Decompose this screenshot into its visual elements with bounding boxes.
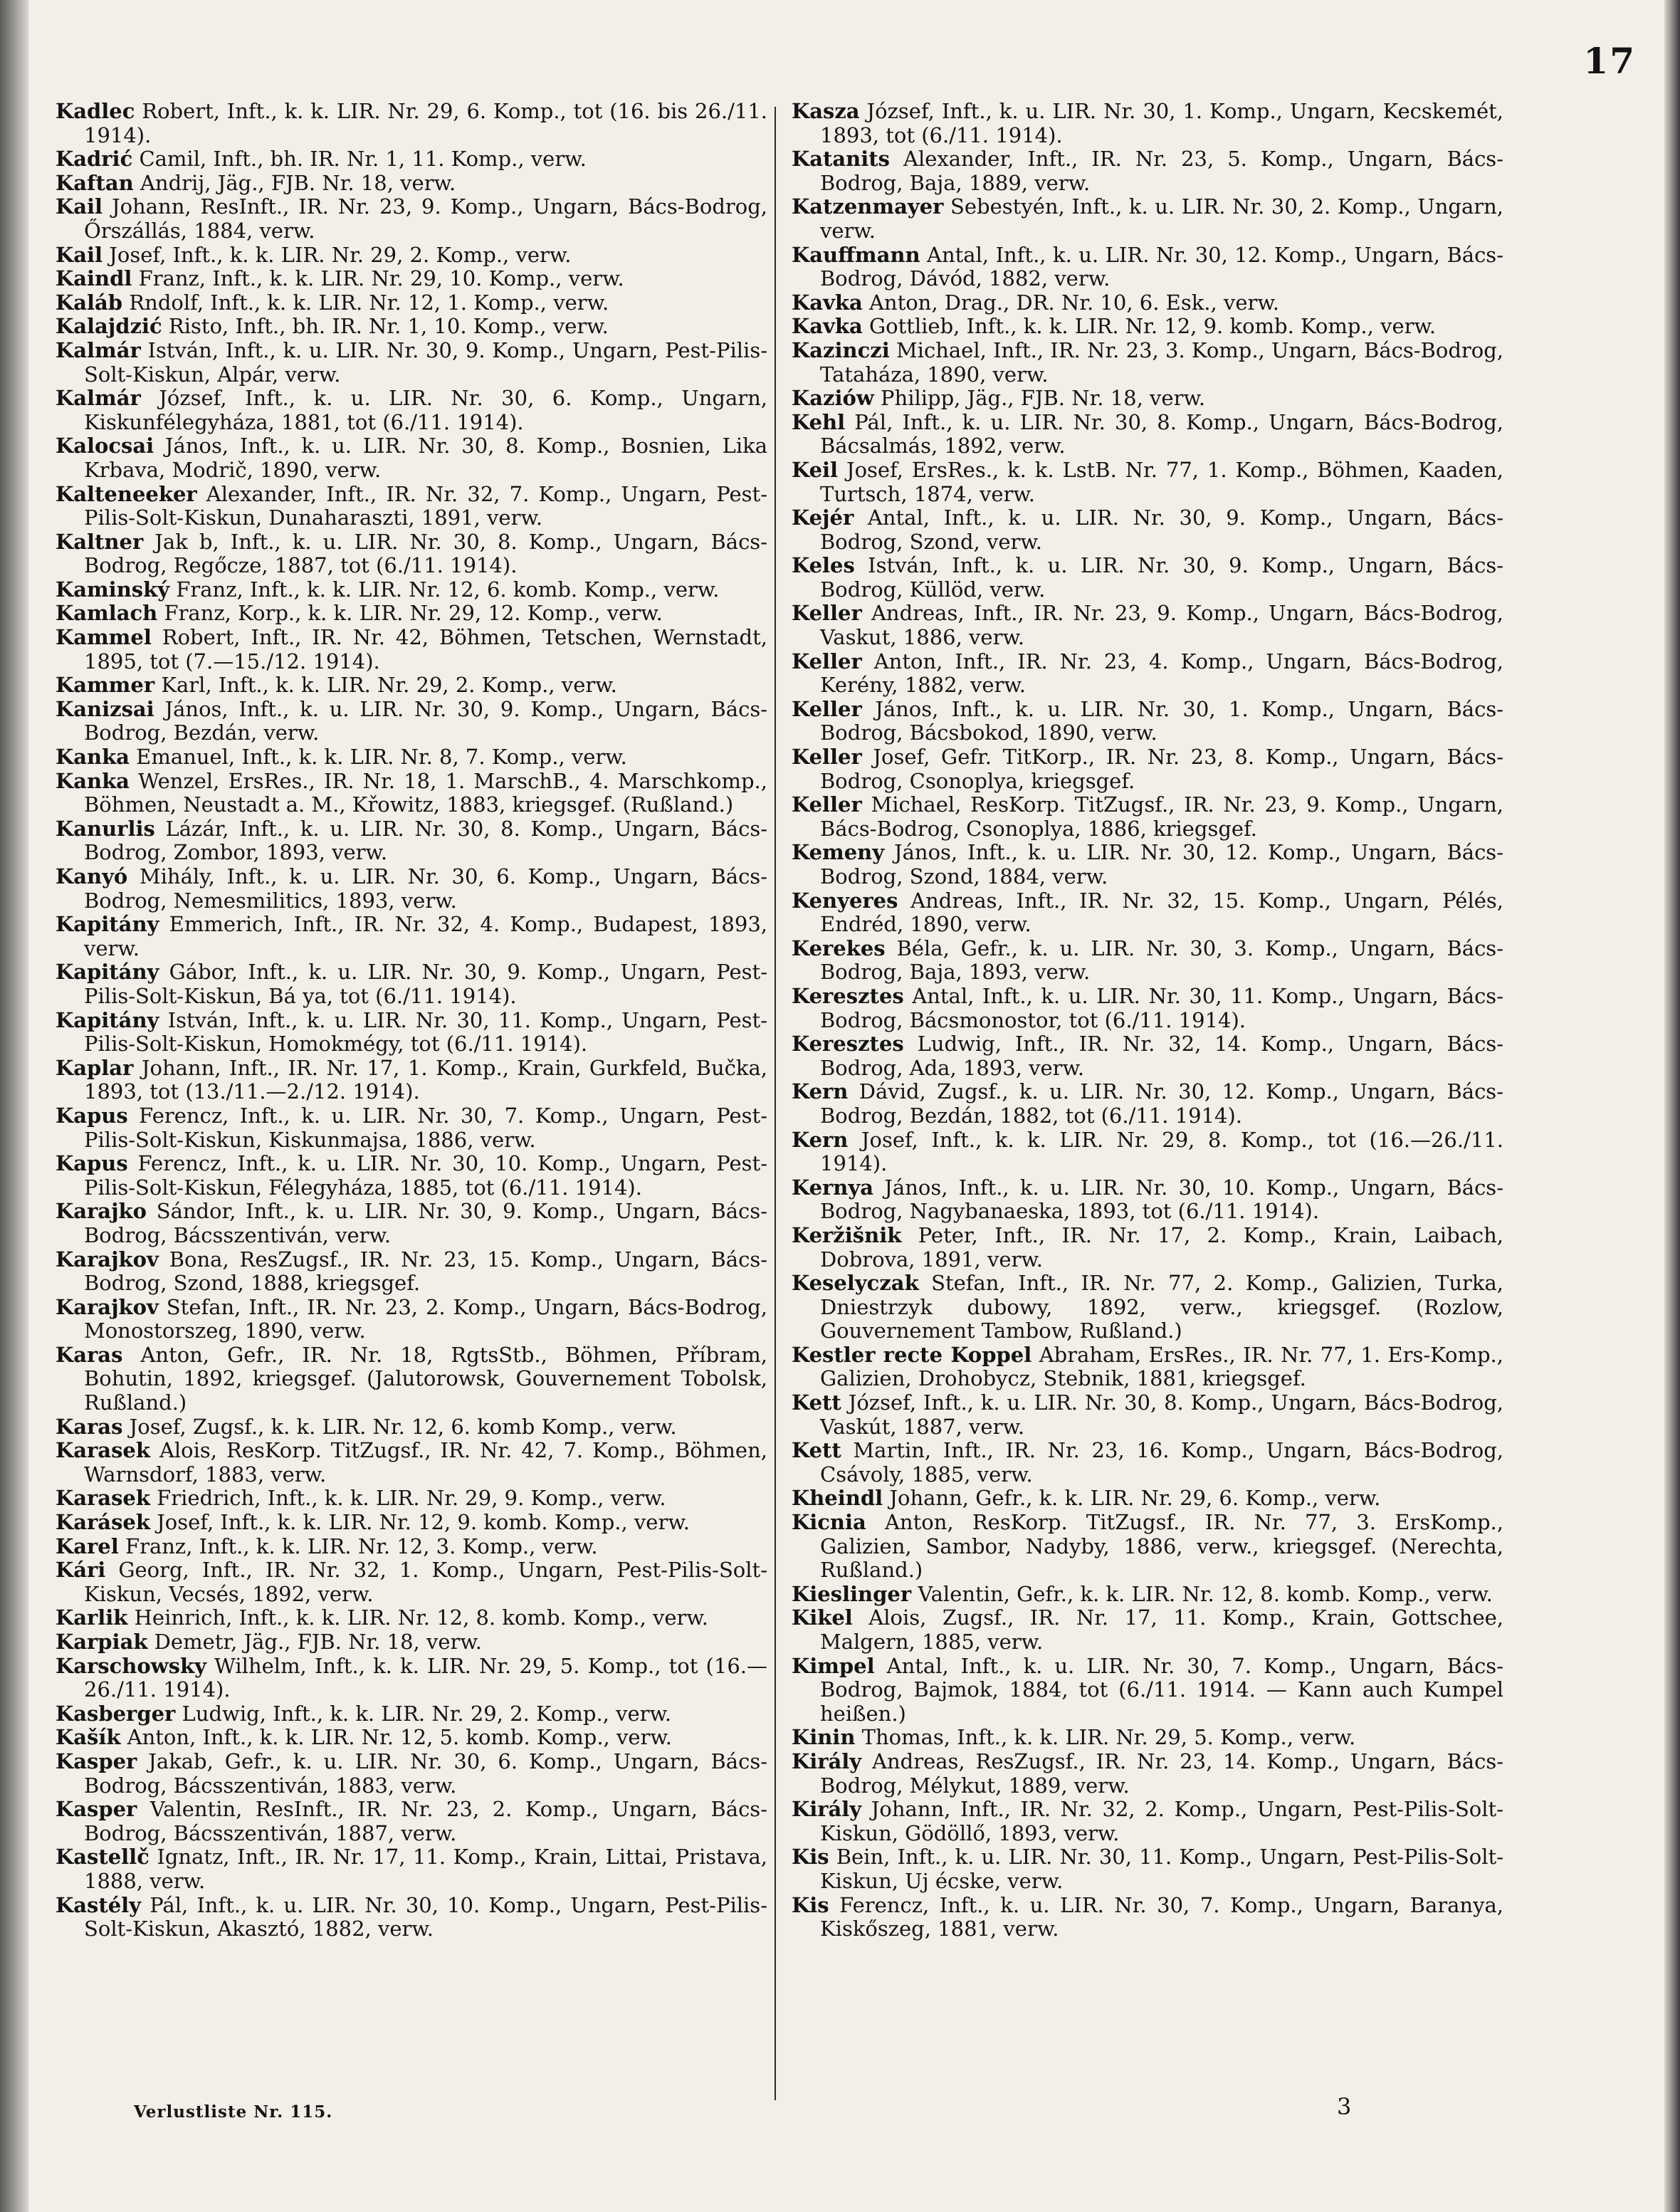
entry-details: Josef, Zugsf., k. k. LIR. Nr. 12, 6. komb Komp., verw.: [122, 1414, 677, 1439]
casualty-entry: [792, 985, 1503, 1032]
entry-details: Josef, ErsRes., k. k. LstB. Nr. 77, 1. Komp., Böhmen, Kaaden, Turtsch, 1874, verw.: [820, 457, 1503, 506]
entry-details: Wilhelm, Inft., k. k. LIR. Nr. 29, 5. Komp., tot (16.—26./11. 1914).: [84, 1653, 767, 1702]
casualty-entry: [56, 1702, 767, 1726]
casualty-entry: [56, 602, 767, 626]
entry-details: Gábor, Inft., k. u. LIR. Nr. 30, 9. Komp., Ungarn, Pest-Pilis-Solt-Kiskun, Bá ya, tot (6./11. 1914).: [84, 960, 767, 1008]
entry-surname: Kasper: [56, 1749, 137, 1773]
entry-surname: Kári: [56, 1558, 106, 1583]
entry-details: Bona, ResZugsf., IR. Nr. 23, 15. Komp., Ungarn, Bács-Bodrog, Szond, 1888, kriegsgef.: [84, 1247, 767, 1296]
entry-surname: Karas: [56, 1342, 123, 1367]
entry-surname: Kanka: [56, 745, 130, 770]
entry-surname: Kaziów: [792, 386, 874, 411]
entry-surname: Karpiak: [56, 1630, 148, 1654]
entry-surname: Keller: [792, 601, 862, 626]
entry-details: Friedrich, Inft., k. k. LIR. Nr. 29, 9. Komp., verw.: [149, 1486, 666, 1511]
casualty-entry: [792, 1750, 1503, 1798]
entry-details: Sándor, Inft., k. u. LIR. Nr. 30, 9. Komp., Ungarn, Bács-Bodrog, Bácsszentiván, verw.: [84, 1199, 767, 1247]
entry-surname: Kail: [56, 194, 103, 219]
casualty-entry: [56, 1606, 767, 1630]
entry-details: Karl, Inft., k. k. LIR. Nr. 29, 2. Komp., verw.: [154, 673, 617, 698]
casualty-entry: [56, 1057, 767, 1104]
entry-details: Robert, Inft., k. k. LIR. Nr. 29, 6. Komp., tot (16. bis 26./11. 1914).: [84, 99, 767, 147]
entry-details: József, Inft., k. u. LIR. Nr. 30, 6. Komp., Ungarn, Kiskunfélegyháza, 1881, tot (6./11. 1914).: [84, 386, 767, 434]
entry-surname: Kavka: [792, 290, 863, 315]
entry-surname: Kernya: [792, 1175, 874, 1200]
casualty-entry: [792, 1894, 1503, 1941]
casualty-entry: [792, 650, 1503, 698]
entry-details: Antal, Inft., k. u. LIR. Nr. 30, 9. Komp., Ungarn, Bács-Bodrog, Szond, verw.: [820, 505, 1503, 554]
casualty-entry: [792, 1606, 1503, 1654]
entry-details: József, Inft., k. u. LIR. Nr. 30, 1. Komp., Ungarn, Kecskemét, 1893, tot (6./11. 1914).: [820, 99, 1503, 147]
entry-surname: Karajkov: [56, 1247, 159, 1272]
entry-details: Heinrich, Inft., k. k. LIR. Nr. 12, 8. komb. Komp., verw.: [127, 1605, 709, 1630]
entry-details: Andreas, Inft., IR. Nr. 23, 9. Komp., Ungarn, Bács-Bodrog, Vaskut, 1886, verw.: [820, 601, 1503, 650]
casualty-entry: [56, 1104, 767, 1152]
entry-surname: Kapus: [56, 1151, 128, 1176]
entry-details: Jakab, Gefr., k. u. LIR. Nr. 30, 6. Komp., Ungarn, Bács-Bodrog, Bácsszentiván, 1883, verw.: [84, 1749, 767, 1798]
footer-signature-mark: 3: [1337, 2093, 1352, 2120]
casualty-entry: [56, 1439, 767, 1487]
page-edge-right: [1664, 0, 1680, 2212]
casualty-entry: [792, 793, 1503, 841]
entry-surname: Kalmár: [56, 337, 141, 362]
casualty-entry: [56, 578, 767, 602]
entry-surname: Keržišnik: [792, 1222, 902, 1247]
entry-details: Johann, Gefr., k. k. LIR. Nr. 29, 6. Komp., verw.: [883, 1486, 1381, 1511]
casualty-entry: [792, 1726, 1503, 1750]
casualty-entry: [792, 458, 1503, 506]
entry-surname: Kalmár: [56, 386, 141, 411]
casualty-entry: [792, 411, 1503, 458]
entry-surname: Keller: [792, 649, 862, 673]
entry-surname: Kanurlis: [56, 816, 155, 841]
entry-details: István, Inft., k. u. LIR. Nr. 30, 9. Komp., Ungarn, Bács-Bodrog, Küllöd, verw.: [820, 553, 1503, 602]
casualty-entry: [56, 1894, 767, 1941]
entry-details: Dávid, Zugsf., k. u. LIR. Nr. 30, 12. Komp., Ungarn, Bács-Bodrog, Bezdán, 1882, tot (6./11. 1914).: [820, 1079, 1503, 1128]
entry-surname: Keselyczak: [792, 1271, 919, 1296]
casualty-entry: [56, 1343, 767, 1415]
casualty-entry: [56, 1630, 767, 1655]
entry-surname: Kemeny: [792, 840, 885, 865]
entry-surname: Kerekes: [792, 935, 886, 960]
entry-details: Alois, ResKorp. TitZugsf., IR. Nr. 42, 7. Komp., Böhmen, Warnsdorf, 1883, verw.: [84, 1438, 767, 1487]
left-column: [56, 100, 767, 1941]
entry-details: Bein, Inft., k. u. LIR. Nr. 30, 11. Komp., Ungarn, Pest-Pilis-Solt-Kiskun, Uj écske, verw.: [820, 1845, 1503, 1893]
entry-details: Jak b, Inft., k. u. LIR. Nr. 30, 8. Komp., Ungarn, Bács-Bodrog, Regőcze, 1887, tot (6./11. 1914).: [84, 529, 767, 578]
entry-surname: Kejér: [792, 505, 854, 530]
entry-surname: Kern: [792, 1079, 849, 1104]
entry-surname: Kail: [56, 242, 103, 267]
casualty-entry: [56, 530, 767, 578]
entry-details: Andreas, Inft., IR. Nr. 32, 15. Komp., Ungarn, Pélés, Endréd, 1890, verw.: [820, 888, 1503, 937]
entry-details: Emmerich, Inft., IR. Nr. 32, 4. Komp., Budapest, 1893, verw.: [84, 912, 767, 960]
entry-details: Michael, ResKorp. TitZugsf., IR. Nr. 23, 9. Komp., Ungarn, Bács-Bodrog, Csonoplya, 1886, kriegsgef.: [820, 792, 1503, 841]
entry-surname: Kalocsai: [56, 434, 154, 458]
casualty-entry: [56, 243, 767, 268]
entry-surname: Kaltner: [56, 529, 144, 554]
casualty-entry: [56, 267, 767, 291]
entry-surname: Karasek: [56, 1486, 150, 1511]
entry-surname: Katzenmayer: [792, 194, 944, 219]
casualty-entry: [792, 147, 1503, 195]
entry-details: Thomas, Inft., k. k. LIR. Nr. 29, 5. Komp., verw.: [855, 1725, 1356, 1750]
entry-surname: Kieslinger: [792, 1581, 912, 1606]
entry-details: József, Inft., k. u. LIR. Nr. 30, 8. Komp., Ungarn, Bács-Bodrog, Vaskút, 1887, verw.: [820, 1390, 1503, 1439]
entry-details: Gottlieb, Inft., k. k. LIR. Nr. 12, 9. komb. Komp., verw.: [862, 314, 1437, 339]
entry-surname: Karásek: [56, 1510, 150, 1535]
entry-surname: Kamlach: [56, 601, 158, 626]
entry-surname: Karasek: [56, 1438, 150, 1463]
entry-surname: Keil: [792, 457, 839, 482]
casualty-entry: [56, 291, 767, 315]
entry-surname: Kalteneeker: [56, 481, 197, 506]
entry-details: Alexander, Inft., IR. Nr. 32, 7. Komp., Ungarn, Pest-Pilis-Solt-Kiskun, Dunaharaszti, 1891, verw.: [84, 481, 767, 530]
entry-details: Pál, Inft., k. u. LIR. Nr. 30, 10. Komp., Ungarn, Pest-Pilis-Solt-Kiskun, Akasztó, 1882, verw.: [84, 1892, 767, 1941]
entry-surname: Kadlec: [56, 99, 135, 123]
entry-surname: Kavka: [792, 314, 863, 339]
entry-surname: Kasza: [792, 99, 860, 123]
entry-details: Ludwig, Inft., k. k. LIR. Nr. 29, 2. Komp., verw.: [175, 1701, 672, 1726]
casualty-entry: [56, 865, 767, 913]
entry-surname: Kammel: [56, 625, 152, 650]
entry-details: Josef, Inft., k. k. LIR. Nr. 29, 2. Komp., verw.: [103, 242, 572, 267]
entry-details: Ludwig, Inft., IR. Nr. 32, 14. Komp., Ungarn, Bács-Bodrog, Ada, 1893, verw.: [820, 1032, 1503, 1080]
entry-details: Franz, Inft., k. k. LIR. Nr. 29, 10. Komp., verw.: [132, 266, 624, 291]
casualty-entry: [792, 387, 1503, 411]
entry-details: János, Inft., k. u. LIR. Nr. 30, 12. Komp., Ungarn, Bács-Bodrog, Szond, 1884, verw.: [820, 840, 1503, 889]
entry-details: Rndolf, Inft., k. k. LIR. Nr. 12, 1. Komp., verw.: [122, 290, 609, 315]
entry-details: Risto, Inft., bh. IR. Nr. 1, 10. Komp., verw.: [162, 314, 609, 339]
casualty-entry: [56, 626, 767, 673]
entry-surname: Kapitány: [56, 1007, 159, 1032]
casualty-entry: [56, 147, 767, 172]
entry-details: János, Inft., k. u. LIR. Nr. 30, 8. Komp., Bosnien, Lika Krbava, Modrič, 1890, verw.: [84, 434, 767, 482]
entry-details: Peter, Inft., IR. Nr. 17, 2. Komp., Krain, Laibach, Dobrova, 1891, verw.: [820, 1222, 1503, 1272]
casualty-entry: [56, 339, 767, 387]
entry-details: Ferencz, Inft., k. u. LIR. Nr. 30, 7. Komp., Ungarn, Pest-Pilis-Solt-Kiskun, Kiskunmajsa, 1886, verw.: [84, 1103, 767, 1152]
entry-details: Johann, Inft., IR. Nr. 32, 2. Komp., Ungarn, Pest-Pilis-Solt-Kiskun, Gödöllő, 1893, verw.: [820, 1797, 1503, 1845]
entry-surname: Kanka: [56, 768, 130, 793]
casualty-entry: [56, 1200, 767, 1247]
casualty-entry: [792, 506, 1503, 554]
entry-surname: Keresztes: [792, 983, 904, 1008]
entry-surname: Kis: [792, 1845, 829, 1870]
entry-surname: Kasper: [56, 1797, 137, 1822]
casualty-entry: [792, 1439, 1503, 1487]
entry-surname: Keller: [792, 792, 862, 817]
casualty-entry: [56, 817, 767, 865]
casualty-entry: [56, 1558, 767, 1606]
casualty-entry: [792, 243, 1503, 291]
casualty-entry: [792, 1343, 1503, 1391]
casualty-entry: [56, 1798, 767, 1845]
entry-surname: Kapitány: [56, 912, 159, 937]
entry-details: Alexander, Inft., IR. Nr. 23, 5. Komp., Ungarn, Bács-Bodrog, Baja, 1889, verw.: [820, 147, 1503, 195]
entry-details: Anton, Inft., k. k. LIR. Nr. 12, 5. komb. Komp., verw.: [120, 1725, 672, 1750]
entry-surname: Kenyeres: [792, 888, 898, 913]
entry-details: Philipp, Jäg., FJB. Nr. 18, verw.: [873, 386, 1206, 411]
entry-details: Josef, Inft., k. k. LIR. Nr. 12, 9. komb. Komp., verw.: [149, 1510, 690, 1535]
entry-details: Valentin, Gefr., k. k. LIR. Nr. 12, 8. komb. Komp., verw.: [911, 1581, 1493, 1606]
entry-surname: Keresztes: [792, 1032, 904, 1057]
entry-surname: Kauffmann: [792, 242, 920, 267]
casualty-entry: [56, 1726, 767, 1750]
entry-details: Antal, Inft., k. u. LIR. Nr. 30, 7. Komp., Ungarn, Bács-Bodrog, Bajmok, 1884, tot (6./11. 1914. — Kann auch Kumpel heißen.): [820, 1653, 1503, 1726]
casualty-entry: [792, 889, 1503, 937]
entry-details: Béla, Gefr., k. u. LIR. Nr. 30, 3. Komp., Ungarn, Bács-Bodrog, Baja, 1893, verw.: [820, 935, 1503, 985]
entry-surname: Karas: [56, 1414, 123, 1439]
entry-surname: Kaindl: [56, 266, 132, 291]
entry-details: Stefan, Inft., IR. Nr. 77, 2. Komp., Galizien, Turka, Dniestrzyk dubowy, 1892, verw., kriegsgef. (Rozlow, Gouvernement Tambow, Rußland.): [820, 1271, 1503, 1343]
entry-details: Antal, Inft., k. u. LIR. Nr. 30, 11. Komp., Ungarn, Bács-Bodrog, Bácsmonostor, tot (6./11. 1914).: [820, 983, 1503, 1032]
entry-details: Ignatz, Inft., IR. Nr. 17, 11. Komp., Krain, Littai, Pristava, 1888, verw.: [84, 1845, 767, 1893]
casualty-entry: [56, 315, 767, 339]
entry-surname: Karajkov: [56, 1294, 159, 1319]
entry-details: István, Inft., k. u. LIR. Nr. 30, 9. Komp., Ungarn, Pest-Pilis-Solt-Kiskun, Alpár, verw.: [84, 337, 767, 387]
entry-surname: Kehl: [792, 409, 846, 434]
entry-details: Franz, Inft., k. k. LIR. Nr. 12, 6. komb. Komp., verw.: [169, 577, 720, 602]
entry-surname: Kaplar: [56, 1055, 134, 1080]
casualty-entry: [56, 1152, 767, 1200]
casualty-entry: [56, 745, 767, 770]
entry-details: Abraham, ErsRes., IR. Nr. 77, 1. Ers-Komp., Galizien, Drohobycz, Stebnik, 1881, kriegsgef.: [820, 1342, 1503, 1391]
entry-surname: Keller: [792, 745, 862, 770]
entry-details: Alois, Zugsf., IR. Nr. 17, 11. Komp., Krain, Gottschee, Malgern, 1885, verw.: [820, 1605, 1503, 1654]
entry-surname: Kinin: [792, 1725, 856, 1750]
entry-details: Demetr, Jäg., FJB. Nr. 18, verw.: [147, 1630, 482, 1654]
entry-details: Martin, Inft., IR. Nr. 23, 16. Komp., Ungarn, Bács-Bodrog, Csávoly, 1885, verw.: [820, 1438, 1503, 1487]
casualty-entry: [56, 1487, 767, 1511]
casualty-entry: [792, 554, 1503, 602]
entry-surname: Kastély: [56, 1892, 142, 1917]
column-divider: [775, 107, 776, 2100]
casualty-entry: [792, 1655, 1503, 1726]
entry-surname: Kimpel: [792, 1653, 875, 1678]
entry-surname: Kasberger: [56, 1701, 176, 1726]
entry-surname: Kapus: [56, 1103, 128, 1128]
casualty-entry: [56, 1296, 767, 1343]
entry-details: Valentin, ResInft., IR. Nr. 23, 2. Komp., Ungarn, Bács-Bodrog, Bácsszentiván, 1887, verw.: [84, 1797, 767, 1845]
casualty-entry: [56, 1248, 767, 1296]
entry-surname: Kanizsai: [56, 696, 154, 721]
entry-details: Robert, Inft., IR. Nr. 42, Böhmen, Tetschen, Wernstadt, 1895, tot (7.—15./12. 1914).: [84, 625, 767, 673]
entry-details: Camil, Inft., bh. IR. Nr. 1, 11. Komp., verw.: [132, 147, 587, 172]
entry-details: János, Inft., k. u. LIR. Nr. 30, 10. Komp., Ungarn, Bács-Bodrog, Nagybanaeska, 1893, tot (6./11. 1914).: [820, 1175, 1503, 1224]
entry-details: Ferencz, Inft., k. u. LIR. Nr. 30, 10. Komp., Ungarn, Pest-Pilis-Solt-Kiskun, Félegyháza, 1885, tot (6./11. 1914).: [84, 1151, 767, 1200]
casualty-entry: [56, 387, 767, 434]
casualty-entry: [56, 1415, 767, 1440]
casualty-entry: [792, 1224, 1503, 1272]
entry-surname: Kastellč: [56, 1845, 149, 1870]
casualty-entry: [56, 1750, 767, 1798]
entry-surname: Király: [792, 1749, 862, 1773]
entry-surname: Kadrić: [56, 147, 133, 172]
casualty-entry: [792, 1128, 1503, 1176]
entry-details: Josef, Inft., k. k. LIR. Nr. 29, 8. Komp., tot (16.—26./11. 1914).: [820, 1127, 1503, 1176]
footer-series-label: Verlustliste Nr. 115.: [134, 2102, 333, 2122]
casualty-entry: [56, 100, 767, 147]
entry-details: Johann, ResInft., IR. Nr. 23, 9. Komp., Ungarn, Bács-Bodrog, Őrszállás, 1884, verw.: [84, 194, 767, 243]
entry-details: Michael, Inft., IR. Nr. 23, 3. Komp., Ungarn, Bács-Bodrog, Tataháza, 1890, verw.: [820, 337, 1503, 387]
casualty-entry: [56, 1009, 767, 1057]
casualty-entry: [56, 1845, 767, 1893]
entry-surname: Kaláb: [56, 290, 123, 315]
entry-surname: Kestler recte Koppel: [792, 1342, 1032, 1367]
entry-details: Andreas, ResZugsf., IR. Nr. 23, 14. Komp., Ungarn, Bács-Bodrog, Mélykut, 1889, verw.: [820, 1749, 1503, 1798]
casualty-entry: [56, 483, 767, 530]
entry-details: Anton, ResKorp. TitZugsf., IR. Nr. 77, 3. ErsKomp., Galizien, Sambor, Nadyby, 1886, verw., kriegsgef. (Nerechta, Rußland.): [820, 1510, 1503, 1583]
entry-details: Emanuel, Inft., k. k. LIR. Nr. 8, 7. Komp., verw.: [129, 745, 627, 770]
entry-surname: Kett: [792, 1390, 841, 1415]
entry-details: Anton, Inft., IR. Nr. 23, 4. Komp., Ungarn, Bács-Bodrog, Kerény, 1882, verw.: [820, 649, 1503, 698]
entry-details: Franz, Korp., k. k. LIR. Nr. 29, 12. Komp., verw.: [157, 601, 663, 626]
casualty-entry: [56, 770, 767, 817]
casualty-entry: [56, 1535, 767, 1559]
entry-surname: Kis: [792, 1892, 829, 1917]
casualty-entry: [56, 673, 767, 698]
casualty-entry: [56, 698, 767, 745]
casualty-entry: [56, 195, 767, 243]
casualty-entry: [792, 1845, 1503, 1893]
entry-surname: Keles: [792, 553, 855, 578]
page-edge-left: [0, 0, 28, 2212]
entry-details: Anton, Gefr., IR. Nr. 18, RgtsStb., Böhmen, Příbram, Bohutin, 1892, kriegsgef. (Jalutorowsk, Gouvernement Tobolsk, Rußland.): [84, 1342, 767, 1415]
casualty-entry: [56, 913, 767, 960]
entry-details: Wenzel, ErsRes., IR. Nr. 18, 1. MarschB., 4. Marschkomp., Böhmen, Neustadt a. M., Křowitz, 1883, kriegsgef. (Rußland.): [84, 768, 767, 817]
entry-details: János, Inft., k. u. LIR. Nr. 30, 1. Komp., Ungarn, Bács-Bodrog, Bácsbokod, 1890, verw.: [820, 696, 1503, 745]
casualty-entry: [792, 745, 1503, 793]
entry-details: Lázár, Inft., k. u. LIR. Nr. 30, 8. Komp., Ungarn, Bács-Bodrog, Zombor, 1893, verw.: [84, 816, 767, 865]
casualty-entry: [792, 315, 1503, 339]
entry-surname: Katanits: [792, 147, 891, 172]
entry-surname: Kheindl: [792, 1486, 883, 1511]
casualty-entry: [792, 291, 1503, 315]
casualty-entry: [792, 698, 1503, 745]
entry-surname: Kammer: [56, 673, 155, 698]
casualty-entry: [792, 1391, 1503, 1439]
casualty-entry: [792, 1583, 1503, 1607]
entry-details: Pál, Inft., k. u. LIR. Nr. 30, 8. Komp., Ungarn, Bács-Bodrog, Bácsalmás, 1892, verw.: [820, 409, 1503, 458]
entry-details: Stefan, Inft., IR. Nr. 23, 2. Komp., Ungarn, Bács-Bodrog, Monostorszeg, 1890, verw.: [84, 1294, 767, 1343]
casualty-entry: [792, 1798, 1503, 1845]
entry-surname: Kanyó: [56, 864, 128, 889]
casualty-entry: [56, 434, 767, 482]
casualty-entry: [792, 195, 1503, 243]
entry-surname: Keller: [792, 696, 862, 721]
entry-surname: Kaminský: [56, 577, 170, 602]
casualty-entry: [792, 1487, 1503, 1511]
entry-surname: Kikel: [792, 1605, 853, 1630]
casualty-entry: [792, 1080, 1503, 1128]
entry-surname: Kazinczi: [792, 337, 890, 362]
entry-surname: Kaftan: [56, 170, 134, 195]
entry-details: Andrij, Jäg., FJB. Nr. 18, verw.: [133, 170, 456, 195]
entry-details: János, Inft., k. u. LIR. Nr. 30, 9. Komp., Ungarn, Bács-Bodrog, Bezdán, verw.: [84, 696, 767, 745]
entry-details: Anton, Drag., DR. Nr. 10, 6. Esk., verw.: [862, 290, 1279, 315]
entry-surname: Karschowsky: [56, 1653, 206, 1678]
entry-details: Sebestyén, Inft., k. u. LIR. Nr. 30, 2. Komp., Ungarn, verw.: [820, 194, 1503, 243]
entry-surname: Kapitány: [56, 960, 159, 985]
casualty-entry: [792, 1272, 1503, 1343]
casualty-entry: [56, 1511, 767, 1535]
entry-details: István, Inft., k. u. LIR. Nr. 30, 11. Komp., Ungarn, Pest-Pilis-Solt-Kiskun, Homokmégy, tot (6./11. 1914).: [84, 1007, 767, 1057]
casualty-entry: [792, 602, 1503, 649]
entry-details: Franz, Inft., k. k. LIR. Nr. 12, 3. Komp., verw.: [118, 1534, 598, 1558]
casualty-entry: [792, 1176, 1503, 1224]
entry-surname: Király: [792, 1797, 862, 1822]
entry-details: Antal, Inft., k. u. LIR. Nr. 30, 12. Komp., Ungarn, Bács-Bodrog, Dávód, 1882, verw.: [820, 242, 1503, 291]
entry-surname: Karlik: [56, 1605, 128, 1630]
casualty-entry: [56, 960, 767, 1008]
casualty-entry: [792, 100, 1503, 147]
casualty-entry: [792, 937, 1503, 985]
casualty-entry: [56, 1655, 767, 1702]
entry-surname: Kašík: [56, 1725, 121, 1750]
entry-surname: Karel: [56, 1534, 119, 1558]
entry-surname: Kett: [792, 1438, 841, 1463]
entry-surname: Kalajdzić: [56, 314, 162, 339]
casualty-entry: [792, 339, 1503, 387]
casualty-entry: [792, 1511, 1503, 1583]
entry-details: Georg, Inft., IR. Nr. 32, 1. Komp., Ungarn, Pest-Pilis-Solt-Kiskun, Vecsés, 1892, verw.: [84, 1558, 767, 1606]
entry-details: Mihály, Inft., k. u. LIR. Nr. 30, 6. Komp., Ungarn, Bács-Bodrog, Nemesmilitics, 1893, verw.: [84, 864, 767, 913]
casualty-entry: [792, 1032, 1503, 1080]
page-number: 17: [1583, 40, 1636, 82]
entry-surname: Kicnia: [792, 1510, 866, 1535]
entry-surname: Karajko: [56, 1199, 147, 1224]
entry-details: Josef, Gefr. TitKorp., IR. Nr. 23, 8. Komp., Ungarn, Bács-Bodrog, Csonoplya, kriegsgef.: [820, 745, 1503, 793]
entry-details: Ferencz, Inft., k. u. LIR. Nr. 30, 7. Komp., Ungarn, Baranya, Kiskőszeg, 1881, verw.: [820, 1892, 1503, 1941]
casualty-entry: [56, 172, 767, 196]
right-column: [792, 100, 1503, 1941]
casualty-entry: [792, 841, 1503, 889]
entry-details: Johann, Inft., IR. Nr. 17, 1. Komp., Krain, Gurkfeld, Bučka, 1893, tot (13./11.—2./12. 1914).: [84, 1055, 767, 1104]
entry-surname: Kern: [792, 1127, 849, 1152]
